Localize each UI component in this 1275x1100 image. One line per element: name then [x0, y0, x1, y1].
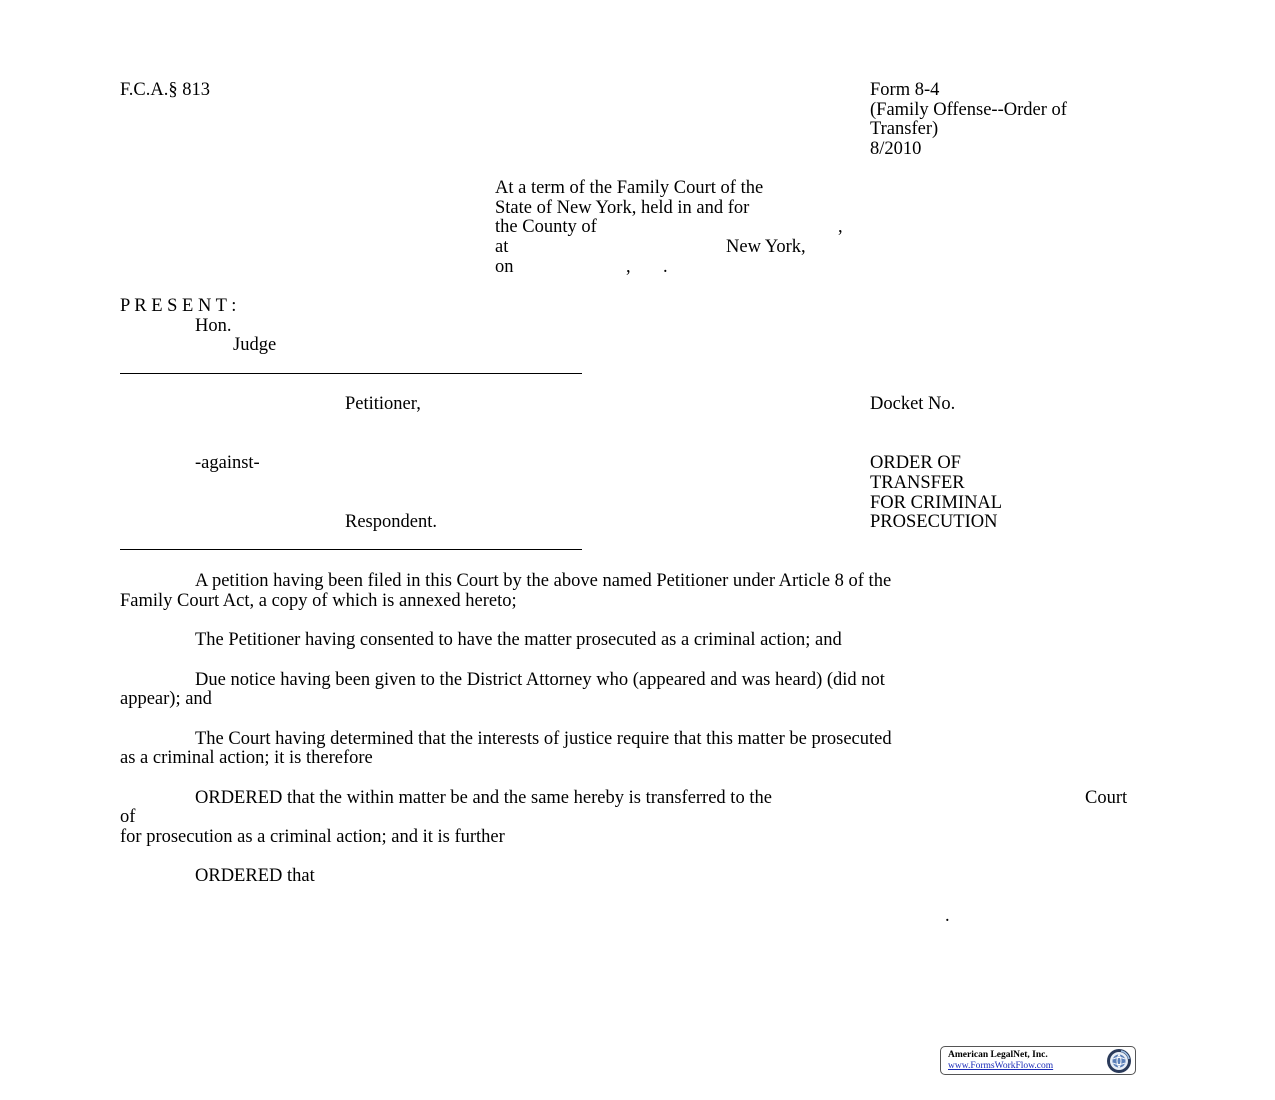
para-5-line-3: for prosecution as a criminal action; and it is further [120, 827, 505, 847]
on-comma: , [626, 257, 631, 277]
american-legalnet-logo[interactable] [940, 1046, 1136, 1075]
para-1-line-2: Family Court Act, a copy of which is annexed hereto; [120, 591, 517, 611]
term-line-1: At a term of the Family Court of the [495, 178, 764, 198]
on-period: . [663, 257, 668, 277]
docket-label: Docket No. [870, 394, 956, 414]
para-3-line-1: Due notice having been given to the District Attorney who (appeared and was heard) (did not [195, 670, 885, 690]
para-2: The Petitioner having consented to have the matter prosecuted as a criminal action; and [195, 630, 842, 650]
para-3-line-2: appear); and [120, 689, 212, 709]
logo-company-name: American LegalNet, Inc. [948, 1050, 1048, 1060]
para-4-line-1: The Court having determined that the interests of justice require that this matter be prosecuted [195, 729, 892, 749]
form-date: 8/2010 [870, 139, 922, 159]
judge-label: Judge [233, 335, 277, 355]
statute-citation: F.C.A.§ 813 [120, 80, 211, 100]
against-label: -against- [195, 453, 260, 473]
term-line-2: State of New York, held in and for [495, 198, 750, 218]
county-comma: , [838, 217, 843, 237]
at-state: New York, [726, 237, 806, 257]
para-1-line-1: A petition having been filed in this Court by the above named Petitioner under Article 8 of the [195, 571, 892, 591]
para-5-line-1: ORDERED that the within matter be and the same hereby is transferred to the [195, 788, 772, 808]
form-subtitle: (Family Offense--Order of [870, 100, 1067, 120]
at-label: at [495, 237, 509, 257]
order-title-4: PROSECUTION [870, 512, 998, 532]
caption-rule-top [120, 373, 582, 374]
para-5-of: of [120, 807, 136, 827]
order-title-1: ORDER OF [870, 453, 961, 473]
order-title-2: TRANSFER [870, 473, 965, 493]
order-title-3: FOR CRIMINAL [870, 493, 1003, 513]
respondent-label: Respondent. [345, 512, 437, 532]
form-subtitle-cont: Transfer) [870, 119, 939, 139]
caption-rule-bottom [120, 549, 582, 550]
county-label: the County of [495, 217, 597, 237]
petitioner-label: Petitioner, [345, 394, 421, 414]
logo-url-link[interactable]: www.FormsWorkFlow.com [948, 1061, 1054, 1071]
para-6-period: . [945, 906, 950, 926]
on-label: on [495, 257, 514, 277]
para-6: ORDERED that [195, 866, 315, 886]
form-number: Form 8-4 [870, 80, 940, 100]
para-4-line-2: as a criminal action; it is therefore [120, 748, 373, 768]
globe-seal-icon [1106, 1048, 1132, 1074]
present-label: P R E S E N T : [120, 296, 237, 316]
para-5-court: Court [1085, 788, 1128, 808]
hon-label: Hon. [195, 316, 232, 336]
